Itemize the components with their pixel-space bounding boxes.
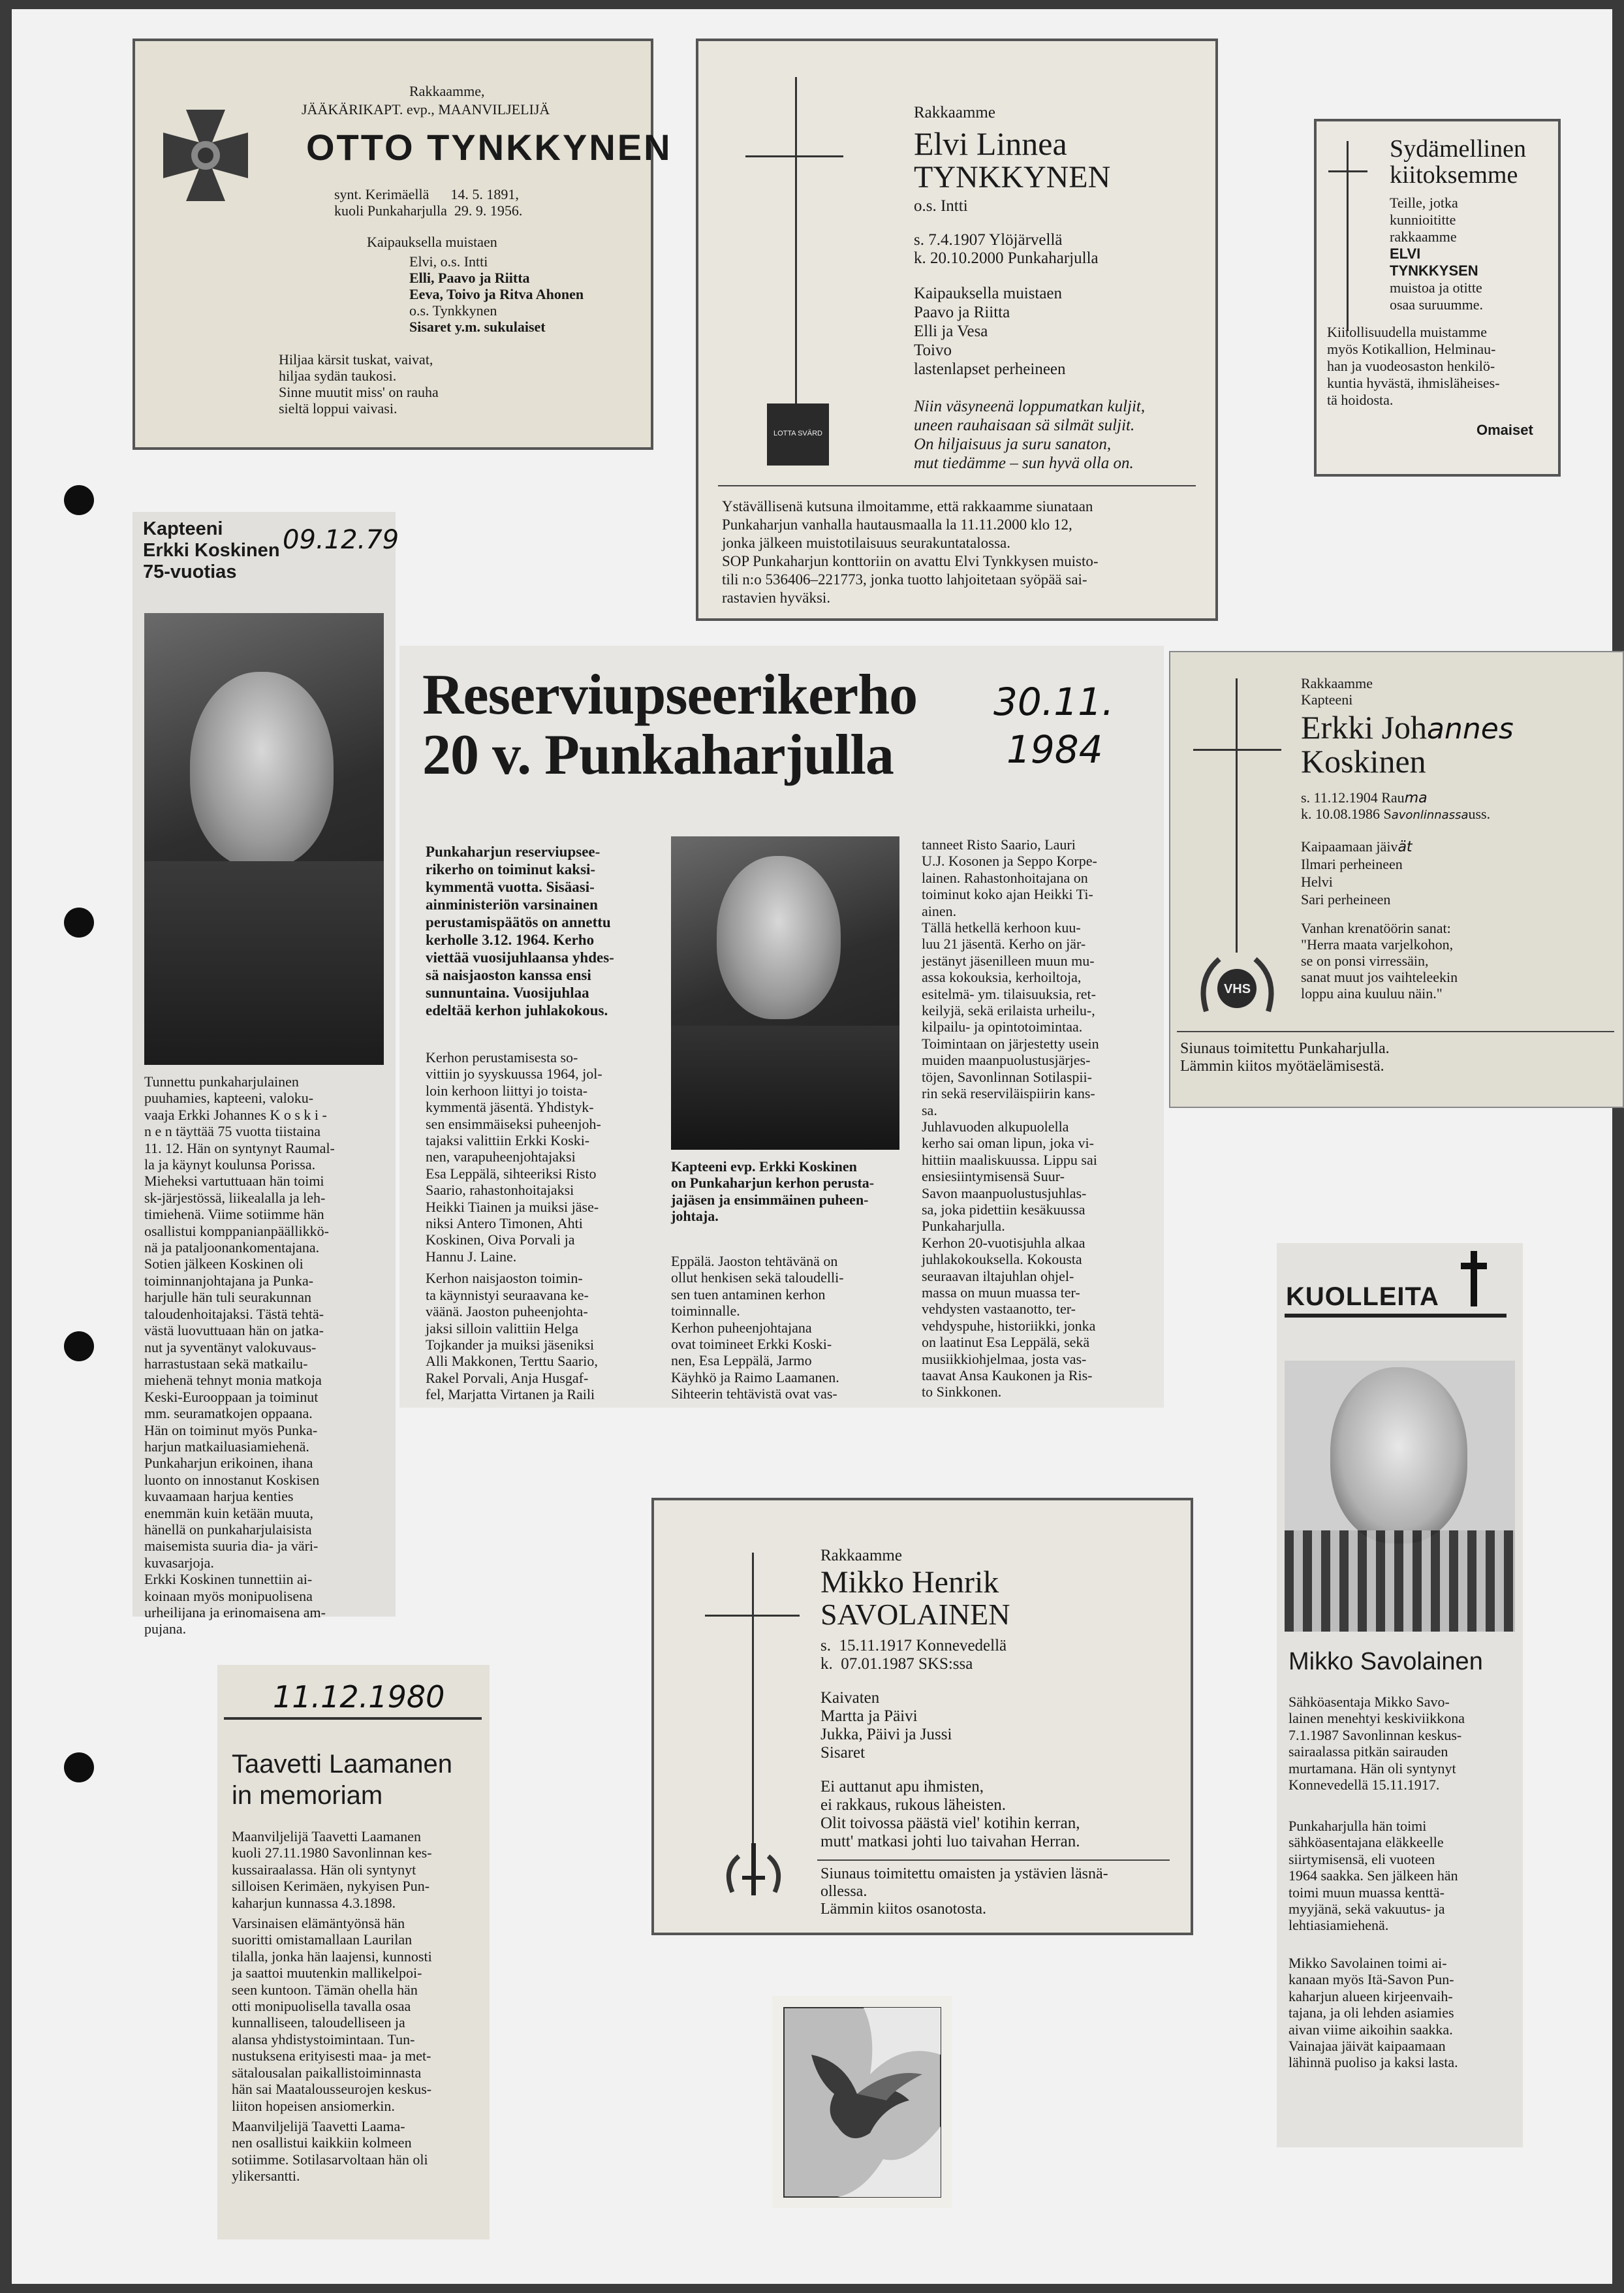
erkki75-head-2: 75-vuotias: [143, 561, 237, 582]
otto-family-3: o.s. Tynkkynen: [409, 302, 497, 319]
elvi-family-3: Toivo: [914, 341, 952, 359]
thanks-title-1: kiitoksemme: [1390, 161, 1518, 189]
mikko-family-3: Sisaret: [820, 1744, 866, 1762]
reservi-col1: Kerhon perustamisesta so- vittiin jo syyskuussa 1964, jol- loin kerhoon liittyi jo toista- kymmentä jäsentä. Yhdistyk- sen ensimmäiseksi puheenjoh- tajaksi valittiin Erkki Koski- nen, varapuheenjohtajaksi Esa Leppälä, sihteeriksi Risto Saario, rahastonhoitajaksi Heikki Tiainen ja muiksi jäse- niksi Antero Timonen, Ahti Koskinen, Oiva Porvali ja Hannu J. Laine. Kerhon naisjaoston toimin- ta käynnistyi seuraavana ke- väänä. Jaoston puheenjohta- jaksi silloin valittiin Helga Tojkander ja muiksi jäseniksi Alli Makkonen, Terttu Saario, Rakel Porvali, Anja Husgaf- fel, Marjatta Virtanen ja Raili: [426, 1049, 602, 1403]
mikko-name-1: Mikko Henrik: [820, 1565, 999, 1600]
mikko-family-2: Jukka, Päivi ja Jussi: [820, 1726, 952, 1743]
thanks-sign: Omaiset: [1476, 422, 1533, 438]
kuolleita-p2: Punkaharjulla hän toimi sähköasentajana eläkkeelle siirtymisensä, eli vuoteen 1964 saakka. Sen jälkeen hän toimi muun muassa kenttä- myyjänä, sekä vakuutus- ja lehtiasiamiehenä.: [1288, 1818, 1458, 1934]
mikko-pre: Rakkaamme: [820, 1547, 902, 1564]
elvi-born: s. 7.4.1907 Ylöjärvellä: [914, 231, 1063, 249]
iron-cross-icon: [160, 106, 251, 204]
erkki-pre-1: Kapteeni: [1301, 691, 1353, 708]
erkki-family-3: Sari perheineen: [1301, 891, 1391, 908]
kuolleita-p1: Sähköasentaja Mikko Savo- lainen menehtyi keskiviikkona 7.1.1987 Savonlinnan keskus- sairaalassa pitkän sairauden murtamana. Hän oli syntynyt Konnevedellä 15.11.1917.: [1288, 1694, 1465, 1794]
elvi-verse-0: Niin väsyneenä loppumatkan kuljit,: [914, 398, 1146, 415]
erkki-quote-0: Vanhan krenatöörin sanat:: [1301, 920, 1451, 936]
cross-icon: [1347, 141, 1349, 330]
thanks-body3-4: tä hoidosta.: [1327, 392, 1394, 408]
erkki75-body: Tunnettu punkaharjulainen puuhamies, kapteeni, valoku- vaaja Erkki Johannes K o s k i - n e n täyttää 75 vuotta tiistaina 11. 12. Hän on syntynyt Raumal- la ja käynyt koulunsa Porissa. Mieheksi vartuttuaan hän toimi sk-järjestössä, liikealalla ja leh- timiehenä. Viime sotiimme hän osallistui komppanianpäällikkö- nä ja pataljoonankomentajana. Sotien jälkeen Koskinen oli toiminnanjohtajana ja Punka- harjulle hän tuli seurakunnan taloudenhoitajaksi. Tästä tehtä- västä luovuttuaan hän on jatka- nut ja syventänyt valokuvaus- harrastustaan sekä matkailu- miehenä tehnyt monia matkoja Keski-Eurooppaan ja toiminut mm. seuramatkojen oppaana. Hän on toiminut myös Punka- harjun matkailuasiamiehenä. Punkaharjun erikoinen, ihana luonto on innostanut Koskisen kuvaamaan harjua kenties enemmän kuin ketään muuta, hänellä on punkaharjulaisista maisemista suuria dia- ja väri- kuvasarjoja. Erkki Koskinen tunnettiin ai- koinaan myös monipuolisena urheilijana ja erinomaisena am- pujana.: [144, 1073, 335, 1637]
otto-pre-1: Rakkaamme,: [409, 83, 485, 99]
erkki-name-1: Erkki Johannes: [1301, 709, 1514, 746]
elvi-name-2: TYNKKYNEN: [914, 160, 1111, 195]
otto-born: synt. Kerimäellä 14. 5. 1891,: [334, 186, 519, 202]
erkki75-head-0: Kapteeni: [143, 518, 223, 539]
erkki-name-2: Koskinen: [1301, 743, 1426, 780]
reservi-lead: Punkaharjun reserviupsee- rikerho on toiminut kaksi- kymmentä vuotta. Sisäasi- ainministeriön varsinainen perustamispäätös on annettu kerholle 3.12. 1964. Kerho viettää vuosijuhlaansa yhdes- sä naisjaoston kanssa ensi sunnuntaina. Vuosijuhlaa edeltää kerhon juhlakokous.: [426, 844, 614, 1019]
reservi-handwritten-date-2: 1984: [1007, 727, 1103, 772]
erkki-family-0: Kaipaamaan jäivät: [1301, 838, 1413, 855]
thanks-body-0: Teille, jotka: [1390, 195, 1458, 211]
elvi-notice-4: tili n:o 536406–221773, jonka tuotto lahjoitetaan syöpää sai-: [722, 571, 1087, 588]
reservi-col2: Eppälä. Jaoston tehtävänä on ollut henkisen sekä taloudelli- sen tuen antaminen kerhon toiminnalle. Kerhon puheenjohtajana ovat toimineet Erkki Koski- nen, Esa Leppälä, Jarmo Käyhkö ja Raimo Laamanen. Sihteerin tehtävistä ovat vas-: [671, 1253, 844, 1402]
mikko-verse-0: Ei auttanut apu ihmisten,: [820, 1778, 984, 1795]
mikko-verse-3: mutt' matkasi johti luo taivahan Herran.: [820, 1833, 1080, 1850]
elvi-family-0: Kaipauksella muistaen: [914, 285, 1063, 302]
lotta-svard-logo: LOTTA SVÄRD: [767, 403, 829, 466]
elvi-family-2: Elli ja Vesa: [914, 323, 988, 340]
elvi-notice-0: Ystävällisenä kutsuna ilmoitamme, että rakkaamme siunataan: [722, 498, 1093, 514]
thanks-notice: [1314, 119, 1561, 477]
mikko-savolainen-portrait: [1285, 1361, 1515, 1632]
thanks-body3-3: kuntia hyvästä, ihmisläheises-: [1327, 375, 1500, 391]
article-taavetti-laamanen: [217, 1665, 490, 2239]
otto-pre-2: JÄÄKÄRIKAPT. evp., MAANVILJELIJÄ: [302, 101, 550, 118]
thanks-body2-1: osaa suruumme.: [1390, 296, 1483, 313]
article-reserviupseerikerho: [399, 646, 1164, 1408]
elvi-notice-3: SOP Punkaharjun konttoriin on avattu Elvi Tynkkysen muisto-: [722, 553, 1099, 569]
otto-verse-3: sieltä loppui vaivasi.: [279, 400, 398, 417]
kuolleita-p3: Mikko Savolainen toimi ai- kanaan myös Itä-Savon Pun- kaharjun alueen kirjeenvaih- tajana, ja oli lehden asiamies aivan viime aikoihin saakka. Vainajaa jäivät kaipaamaan lähinnä puoliso ja kaksi lasta.: [1288, 1955, 1458, 2071]
thanks-name-1: TYNKKYSEN: [1390, 262, 1478, 279]
mikko-notice-1: ollessa.: [820, 1883, 867, 1900]
vhs-emblem-icon: VHS: [1193, 953, 1281, 1021]
erkki-bottom-0: Siunaus toimitettu Punkaharjulla.: [1180, 1040, 1390, 1057]
otto-family-4: Sisaret y.m. sukulaiset: [409, 319, 546, 335]
elvi-notice-5: rastavien hyväksi.: [722, 590, 831, 606]
taavetti-handwritten-date: 11.12.1980: [273, 1679, 445, 1715]
cross-icon: [752, 1553, 754, 1866]
reservi-title-2: 20 v. Punkaharjulla: [422, 723, 894, 787]
otto-name: OTTO TYNKKYNEN: [306, 127, 672, 168]
obituary-otto-tynkkynen: [133, 39, 672, 450]
thanks-body-1: kunnioititte: [1390, 212, 1456, 228]
kuolleita-name: Mikko Savolainen: [1288, 1648, 1483, 1675]
mikko-verse-1: ei rakkaus, rukous läheisten.: [820, 1796, 1006, 1814]
erkki75-head-1: Erkki Koskinen: [143, 540, 280, 561]
elvi-verse-1: uneen rauhaisaan sä silmät suljit.: [914, 417, 1135, 434]
cross-icon: [1461, 1251, 1487, 1306]
obituary-elvi-tynkkynen: [696, 39, 1218, 621]
scrapbook-page: [12, 9, 1612, 2284]
article-erkki-koskinen-75: [133, 512, 399, 1637]
binder-hole: [64, 485, 94, 515]
erkki-koskinen-portrait: [144, 613, 384, 1065]
thanks-body3-1: myös Kotikallion, Helminau-: [1327, 341, 1496, 357]
mikko-verse-2: Olit toivossa päästä viel' kotihin kerran,: [820, 1814, 1080, 1832]
erkki-family-2: Helvi: [1301, 874, 1333, 890]
elvi-os: o.s. Intti: [914, 197, 968, 215]
otto-family-1: Elli, Paavo ja Riitta: [409, 270, 530, 286]
otto-verse-1: hiljaa sydän taukosi.: [279, 368, 397, 384]
thanks-body2-0: muistoa ja otitte: [1390, 279, 1482, 296]
binder-hole: [64, 908, 94, 938]
otto-mourn: Kaipauksella muistaen: [367, 234, 497, 250]
erkki-koskinen-photo: [671, 836, 899, 1150]
elvi-family-4: lastenlapset perheineen: [914, 360, 1066, 378]
erkki-born: s. 11.12.1904 Rauma: [1301, 789, 1428, 806]
thanks-body3-2: han ja vuodeosaston henkilö-: [1327, 358, 1495, 374]
erkki-name-handwritten: annes: [1427, 712, 1514, 746]
mikko-family-0: Kaivaten: [820, 1689, 880, 1707]
elvi-died: k. 20.10.2000 Punkaharjulla: [914, 249, 1099, 267]
reservi-handwritten-date-1: 30.11.: [993, 680, 1114, 724]
erkki-quote-2: se on ponsi virressäin,: [1301, 953, 1429, 969]
thanks-body-2: rakkaamme: [1390, 229, 1457, 245]
otto-family-2: Eeva, Toivo ja Ritva Ahonen: [409, 286, 584, 302]
reservi-caption: Kapteeni evp. Erkki Koskinen on Punkaharjun kerhon perusta- jajäsen ja ensimmäinen puheen- johtaja.: [671, 1158, 875, 1225]
cross-icon: [1236, 678, 1238, 953]
binder-hole: [64, 1331, 94, 1361]
sword-wreath-emblem-icon: [723, 1840, 785, 1905]
taavetti-title-0: Taavetti Laamanen: [232, 1750, 453, 1779]
binder-hole: [64, 1752, 94, 1782]
erkki-died: k. 10.08.1986 Savonlinnassauss.: [1301, 806, 1491, 822]
otto-died: kuoli Punkaharjulla 29. 9. 1956.: [334, 202, 523, 219]
mikko-family-1: Martta ja Päivi: [820, 1707, 918, 1725]
otto-verse-2: Sinne muutit miss' on rauha: [279, 384, 439, 400]
erkki-family-1: Ilmari perheineen: [1301, 856, 1403, 872]
erkki-quote-1: "Herra maata varjelkohon,: [1301, 936, 1454, 953]
thanks-body3-0: Kiitollisuudella muistamme: [1327, 324, 1488, 340]
reservi-title-1: Reserviupseerikerho: [422, 663, 918, 727]
elvi-notice-2: jonka jälkeen muistotilaisuus seurakuntatalossa.: [722, 535, 1011, 551]
elvi-verse-3: mut tiedämme – sun hyvä olla on.: [914, 454, 1134, 472]
cross-icon: [795, 77, 797, 430]
mikko-born: s. 15.11.1917 Konnevedellä: [820, 1637, 1007, 1654]
elvi-verse-2: On hiljaisuus ja suru sanaton,: [914, 435, 1112, 453]
elvi-family-1: Paavo ja Riitta: [914, 304, 1010, 321]
erkki-pre-0: Rakkaamme: [1301, 675, 1373, 691]
mikko-died: k. 07.01.1987 SKS:ssa: [820, 1655, 973, 1673]
erkki-quote-3: sanat muut jos vaihteleekin: [1301, 969, 1458, 985]
taavetti-body: Maanviljelijä Taavetti Laamanen kuoli 27.11.1980 Savonlinnan kes- kussairaalassa. Hän oli syntynyt silloisen Kerimäen, nykyisen Pun- kaharjun kunnassa 4.3.1898. Varsinaisen elämäntyönsä hän suoritti omistamallaan Laurilan tilalla, jonka hän laajensi, kunnosti ja saattoi muutenkin mallikelpoi- seen kuntoon. Tämän ohella hän otti monipuolisella tavalla osaa kunnalliseen, taloudelliseen ja alansa yhdistystoimintaan. Tun- nustuksena erityisesti maa- ja met- sätalousalan paikallistoiminnasta hän sai Maatalousseurojen keskus- liiton hopeisen ansiomerkin. Maanviljelijä Taavetti Laama- nen osallistui kaikkiin kolmeen sotiimme. Sotilasarvoltaan hän oli ylikersantti.: [232, 1828, 432, 2185]
erkki-bottom-1: Lämmin kiitos myötäelämisestä.: [1180, 1058, 1384, 1075]
reservi-col3: tanneet Risto Saario, Lauri U.J. Kosonen ja Seppo Korpe- lainen. Rahastonhoitajana on toiminut koko ajan Heikki Ti- ainen. Tällä hetkellä kerhoon kuu- luu 21 jäsentä. Kerho on jär- jestänyt jäsenilleen muun mu- assa kokouksia, kerhoiltoja, esitelmä- ym. tilaisuuksia, ret- keilyjä, sekä erilaista urheilu-, kilpailu- ja opintotoimintaa. Toimintaan on järjestetty usein muiden maanpuolustusjärjes- töjen, Savonlinnan Sotilaspii- rin sekä reserviläispiirin kans- sa. Juhlavuoden alkupuolella kerho sai oman lipun, joka vi- hittiin maaliskuussa. Lippu sai ensiesiintymisensä Suur- Savon maanpuolustusjuhlas- sa, joka pidettiin kesäkuussa Punkaharjulla. Kerhon 20-vuotisjuhla alkaa juhlakokouksella. Kokousta seuraavan iltajuhlan ohjel- massa on muun muassa ter- vehdysten vastaanotto, ter- vehdyspuhe, historiikki, jonka on laatinut Esa Leppälä, sekä musiikkiohjelmaa, josta vas- taavat Ansa Kaukonen ja Ris- to Sinkkonen.: [922, 836, 1099, 1400]
thanks-name-0: ELVI: [1390, 245, 1421, 262]
erkki-quote-4: loppu aina kuuluu näin.": [1301, 985, 1443, 1002]
mikko-name-2: SAVOLAINEN: [820, 1598, 1010, 1631]
dove-clipping: [772, 1996, 952, 2208]
otto-family-0: Elvi, o.s. Intti: [409, 253, 488, 270]
article-kuolleita-mikko: [1277, 1243, 1523, 2147]
thanks-title-0: Sydämellinen: [1390, 135, 1526, 163]
elvi-pre: Rakkaamme: [914, 104, 995, 121]
taavetti-title-1: in memoriam: [232, 1781, 383, 1810]
mikko-notice-2: Lämmin kiitos osanotosta.: [820, 1901, 986, 1918]
kuolleita-head: KUOLLEITA: [1286, 1282, 1439, 1311]
elvi-name-1: Elvi Linnea: [914, 125, 1067, 162]
erkki75-handwritten-date: 09.12.79: [283, 525, 399, 555]
obituary-mikko-savolainen: [651, 1498, 1193, 1935]
otto-verse-0: Hiljaa kärsit tuskat, vaivat,: [279, 351, 433, 368]
elvi-notice-1: Punkaharjun vanhalla hautausmaalla la 11.11.2000 klo 12,: [722, 516, 1072, 533]
dove-icon: [772, 1996, 952, 2208]
mikko-notice-0: Siunaus toimitettu omaisten ja ystävien läsnä-: [820, 1865, 1108, 1882]
obituary-erkki-koskinen: [1169, 651, 1624, 1108]
